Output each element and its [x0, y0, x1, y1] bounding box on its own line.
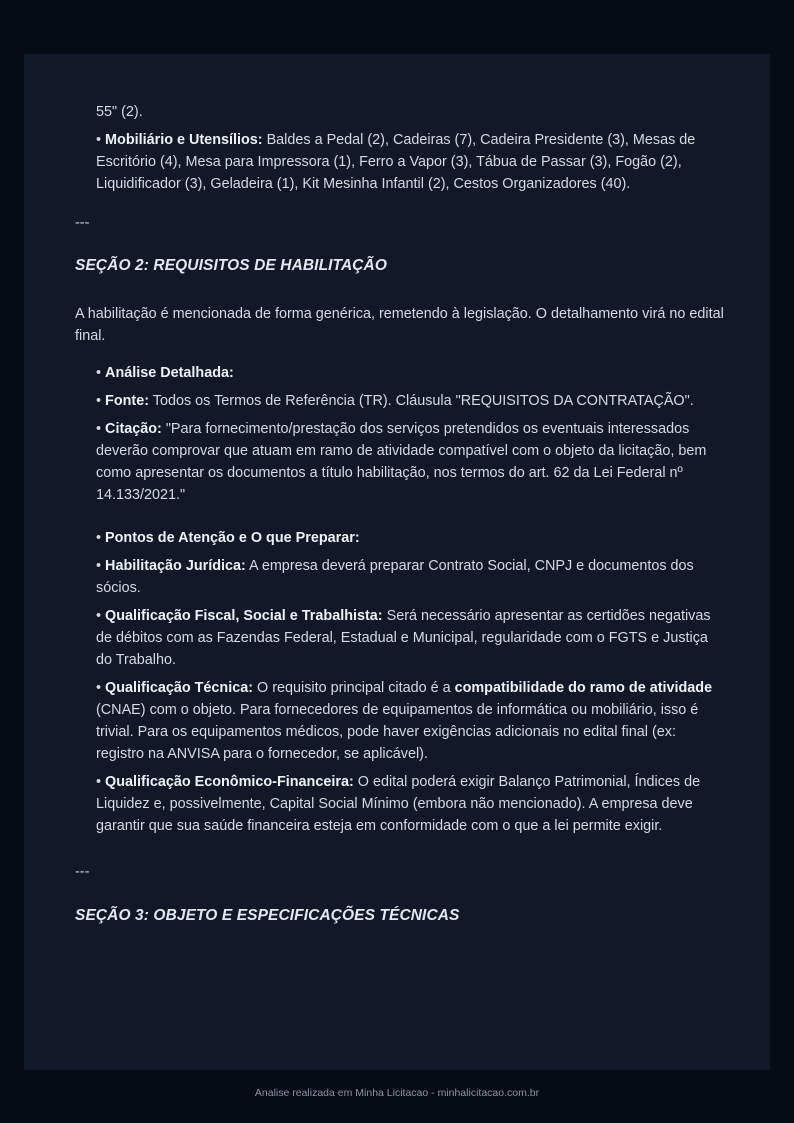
bullet-text: O requisito principal citado é a	[253, 680, 455, 696]
bullet-citacao: • Citação: "Para fornecimento/prestação dos serviços pretendidos os eventuais interessados deverão comprovar que atuam em ramo de atividade compatível com o objeto da licitação, bem como apresentar os documentos a título habilitação, nos termos do art. 62 da Lei Federal nº 14.133/2021."	[96, 421, 707, 503]
bullet-mobiliario: • Mobiliário e Utensílios: Baldes a Pedal (2), Cadeiras (7), Cadeira Presidente (3), Mesas de Escritório (4), Mesa para Impressora (1), Ferro a Vapor (3), Tábua de Passar (3), Fogão (2), Liquidificador (3), Geladeira (1), Kit Mesinha Infantil (2), Cestos Organizadores (40).	[96, 132, 696, 192]
bullet-habilitacao-juridica: • Habilitação Jurídica: A empresa deverá preparar Contrato Social, CNPJ e documentos dos sócios.	[96, 558, 694, 596]
continuation-text: 55" (2).	[96, 104, 143, 120]
bullet-text: (CNAE) com o objeto. Para fornecedores de equipamentos de informática ou mobiliário, isso é trivial. Para os equipamentos médicos, pode haver exigências adicionais no edital final (ex: registro na ANVISA para o fornecedor, se aplicável).	[96, 702, 699, 762]
section-3-title: SEÇÃO 3: OBJETO E ESPECIFICAÇÕES TÉCNICAS	[75, 907, 460, 924]
bullet-label: Qualificação Técnica:	[105, 680, 254, 696]
bullet-text: "Para fornecimento/prestação dos serviços pretendidos os eventuais interessados deverão comprovar que atuam em ramo de atividade compatível com o objeto da licitação, bem como apresentar os documentos a título habilitação, nos termos do art. 62 da Lei Federal nº 14.133/2021."	[96, 421, 707, 503]
bullet-fonte: • Fonte: Todos os Termos de Referência (TR). Cláusula "REQUISITOS DA CONTRATAÇÃO".	[96, 393, 694, 409]
bullet-label: Qualificação Econômico-Financeira:	[105, 774, 354, 790]
bullet-text: O edital poderá exigir Balanço Patrimonial, Índices de Liquidez e, possivelmente, Capital Social Mínimo (embora não mencionado). A empresa deve garantir que sua saúde financeira esteja em conformidade com o que a lei permite exigir.	[96, 774, 701, 834]
page-footer: Analise realizada em Minha Licitacao - minhalicitacao.com.br	[254, 1087, 540, 1099]
bullet-label: Qualificação Fiscal, Social e Trabalhista:	[105, 608, 383, 624]
bullet-label: Fonte:	[105, 393, 150, 409]
bullet-qualificacao-tecnica: • Qualificação Técnica: O requisito principal citado é a compatibilidade do ramo de atividade (CNAE) com o objeto. Para fornecedores de equipamentos de informática ou mobiliário, isso é trivial. Para os equipamentos médicos, pode haver exigências adicionais no edital final (ex: registro na ANVISA para o fornecedor, se aplicável).	[96, 680, 713, 762]
bullet-text: A empresa deverá preparar Contrato Social, CNPJ e documentos dos sócios.	[96, 558, 694, 596]
bullet-label: Mobiliário e Utensílios:	[105, 132, 263, 148]
section-2-title: SEÇÃO 2: REQUISITOS DE HABILITAÇÃO	[75, 257, 387, 274]
bullet-analise-detalhada: • Análise Detalhada:	[96, 365, 234, 381]
bullet-label: Análise Detalhada:	[105, 365, 234, 381]
section-2-intro: A habilitação é mencionada de forma genérica, remetendo à legislação. O detalhamento virá no edital final.	[75, 306, 724, 344]
bullet-label: Habilitação Jurídica:	[105, 558, 246, 574]
bullet-text: Baldes a Pedal (2), Cadeiras (7), Cadeira Presidente (3), Mesas de Escritório (4), Mesa para Impressora (1), Ferro a Vapor (3), Tábua de Passar (3), Fogão (2), Liquidificador (3), Geladeira (1), Kit Mesinha Infantil (2), Cestos Organizadores (40).	[96, 132, 696, 192]
bullet-qualificacao-fiscal: • Qualificação Fiscal, Social e Trabalhista: Será necessário apresentar as certidões negativas de débitos com as Fazendas Federal, Estadual e Municipal, regularidade com o FGTS e Justiça do Trabalho.	[96, 608, 711, 668]
bullet-label: Citação:	[105, 421, 162, 437]
bullet-text: Será necessário apresentar as certidões negativas de débitos com as Fazendas Federal, Estadual e Municipal, regularidade com o FGTS e Justiça do Trabalho.	[96, 608, 711, 668]
bullet-emphasis: compatibilidade do ramo de atividade	[454, 680, 713, 696]
bullet-qualificacao-economica: • Qualificação Econômico-Financeira: O edital poderá exigir Balanço Patrimonial, Índices de Liquidez e, possivelmente, Capital Social Mínimo (embora não mencionado). A empresa deve garantir que sua saúde financeira esteja em conformidade com o que a lei permite exigir.	[96, 774, 701, 834]
document-content	[75, 101, 725, 927]
separator: ---	[75, 864, 90, 880]
document-page	[24, 54, 770, 1070]
bullet-pontos-atencao: • Pontos de Atenção e O que Preparar:	[96, 530, 360, 546]
separator: ---	[75, 215, 90, 231]
bullet-text: Todos os Termos de Referência (TR). Cláusula "REQUISITOS DA CONTRATAÇÃO".	[149, 393, 694, 409]
bullet-label: Pontos de Atenção e O que Preparar:	[105, 530, 360, 546]
